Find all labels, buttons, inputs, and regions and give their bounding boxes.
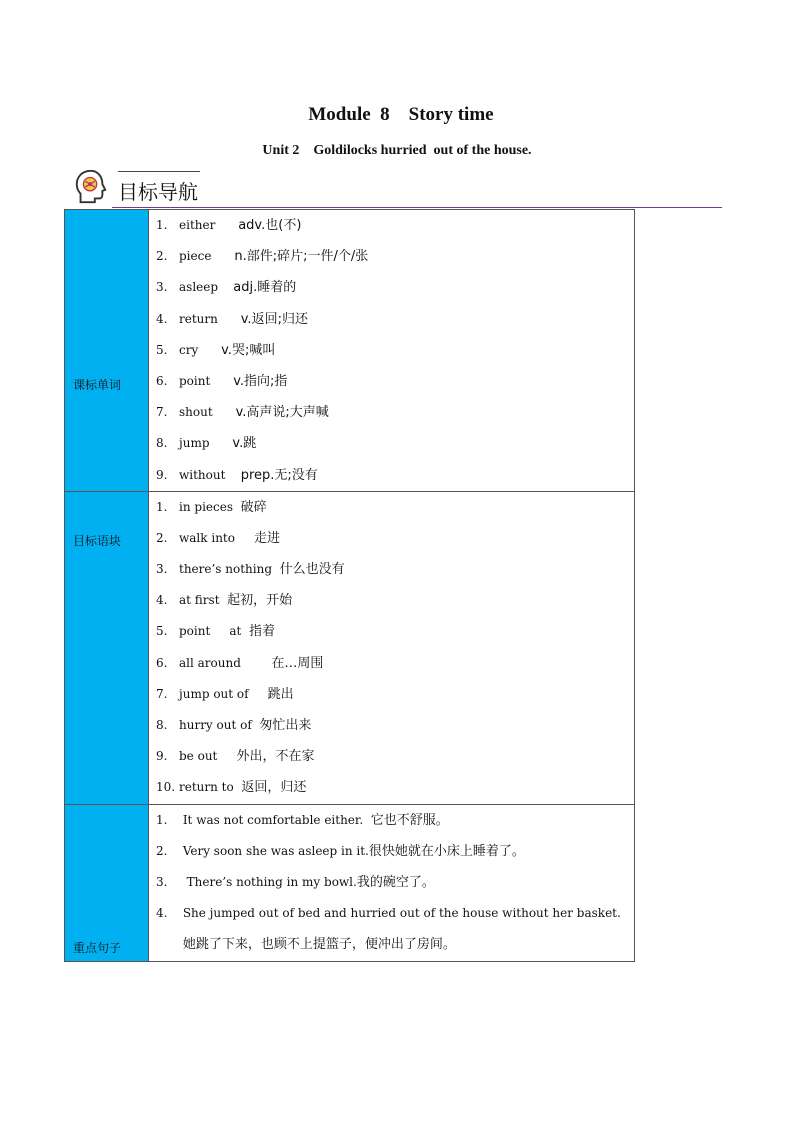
item-english: in pieces <box>179 499 241 514</box>
list-item <box>149 492 634 523</box>
item-english: cry <box>179 342 222 357</box>
item-chinese: adj.睡着的 <box>233 280 297 296</box>
list-item <box>149 836 634 867</box>
vocab-table <box>64 209 635 962</box>
item-english: return <box>179 311 241 326</box>
item-number: 4. <box>156 593 168 608</box>
item-chinese: 她跳了下来，也顾不上提篮子，便冲出了房间。 <box>182 937 456 953</box>
item-english: without <box>179 467 241 482</box>
item-chinese: 什么也没有 <box>279 562 345 578</box>
row-label-cell <box>65 805 149 961</box>
row-items <box>149 805 634 961</box>
list-item <box>149 648 634 679</box>
item-number: 3. <box>156 874 168 889</box>
item-number: 2. <box>156 843 168 858</box>
list-item <box>149 428 634 459</box>
item-number: 10. <box>156 780 176 795</box>
item-chinese: adv.也(不) <box>238 218 302 233</box>
item-english: walk into <box>179 530 255 545</box>
item-chinese: 起初，开始 <box>227 593 293 609</box>
row-label: 课标单词 <box>73 378 122 392</box>
list-item <box>149 585 634 616</box>
item-english: It was not comfortable either. <box>179 812 371 827</box>
item-english: there’s nothing <box>179 562 280 577</box>
item-number: 3. <box>156 562 168 577</box>
item-number: 9. <box>156 467 168 482</box>
item-chinese: n.部件;碎片;一件/个/张 <box>234 249 369 265</box>
brain-head-icon <box>72 168 110 206</box>
list-item <box>149 241 634 272</box>
item-chinese: 我的碗空了。 <box>356 874 435 890</box>
item-number: 9. <box>156 749 168 764</box>
item-chinese: 指着 <box>248 624 275 640</box>
item-chinese: 很快她就在小床上睡着了。 <box>368 843 525 859</box>
table-row <box>65 210 634 491</box>
item-chinese: v.跳 <box>232 436 257 452</box>
section-header <box>72 166 722 210</box>
list-item <box>149 304 634 335</box>
item-english: jump out of <box>179 686 268 701</box>
item-english: point <box>179 373 234 388</box>
list-item <box>149 679 634 710</box>
item-chinese: 它也不舒服。 <box>370 812 449 828</box>
item-number: 6. <box>156 373 168 388</box>
page-subtitle: Unit 2 Goldilocks hurried out of the house. <box>262 143 532 158</box>
item-chinese: v.哭;喊叫 <box>221 342 276 358</box>
item-english: either <box>179 218 239 232</box>
item-english: return to <box>179 780 242 795</box>
item-number: 3. <box>156 280 168 295</box>
item-number: 5. <box>156 342 168 357</box>
row-label: 重点句子 <box>73 940 122 955</box>
item-english: There’s nothing in my bowl. <box>179 874 357 889</box>
section-rule <box>112 207 722 208</box>
item-english: She jumped out of bed and hurried out of the house without her basket. <box>179 906 621 921</box>
item-number: 2. <box>156 249 168 264</box>
item-chinese: v.返回;归还 <box>240 311 308 327</box>
section-top-line <box>118 171 200 172</box>
item-number: 5. <box>156 624 168 639</box>
item-chinese: 跳出 <box>267 686 294 702</box>
item-chinese: 破碎 <box>240 499 267 515</box>
item-english: shout <box>179 405 236 420</box>
item-number: 1. <box>156 499 168 514</box>
item-chinese: 外出，不在家 <box>236 749 315 765</box>
row-label-cell <box>65 492 149 804</box>
item-number: 7. <box>156 405 168 420</box>
item-chinese: 走进 <box>254 530 281 546</box>
list-item <box>149 366 634 397</box>
table-row <box>65 491 634 804</box>
page-title: Module 8 Story time <box>308 104 494 125</box>
list-item <box>149 616 634 647</box>
list-item <box>149 460 634 491</box>
item-english: asleep <box>179 280 234 295</box>
row-label-cell <box>65 210 149 491</box>
section-title: 目标导航 <box>118 180 198 204</box>
list-item <box>149 867 634 898</box>
item-english: jump <box>179 436 233 451</box>
item-chinese: v.高声说;大声喊 <box>235 405 329 421</box>
item-english: at first <box>179 593 228 608</box>
item-number: 6. <box>156 655 168 670</box>
row-items <box>149 492 634 804</box>
row-label: 目标语块 <box>73 533 122 548</box>
item-chinese: prep.无;没有 <box>240 467 318 483</box>
item-english: all around <box>179 655 272 670</box>
item-english: be out <box>179 749 237 764</box>
item-number: 4. <box>156 311 168 326</box>
item-chinese: 匆忙出来 <box>259 718 312 733</box>
item-english: Very soon she was asleep in it. <box>179 843 369 858</box>
list-item <box>149 210 634 241</box>
list-item <box>149 272 634 303</box>
item-number: 2. <box>156 530 168 545</box>
list-item <box>149 397 634 428</box>
item-number: 8. <box>156 436 168 451</box>
list-item <box>149 554 634 585</box>
list-item <box>149 741 634 772</box>
list-item <box>149 805 634 836</box>
row-items <box>149 210 634 491</box>
list-item <box>149 772 634 803</box>
item-chinese: 在…周围 <box>271 655 324 671</box>
item-number: 8. <box>156 718 168 732</box>
item-english: piece <box>179 249 235 264</box>
item-number: 4. <box>156 906 168 921</box>
item-number: 1. <box>156 218 168 232</box>
item-chinese: v.指向;指 <box>233 373 288 389</box>
list-item <box>149 929 634 960</box>
item-english: hurry out of <box>179 718 260 732</box>
item-number: 7. <box>156 686 168 701</box>
list-item <box>149 335 634 366</box>
list-item <box>149 523 634 554</box>
list-item <box>149 710 634 741</box>
item-chinese: 返回，归还 <box>241 780 307 796</box>
item-number: 1. <box>156 812 168 827</box>
item-english: point at <box>179 624 249 639</box>
list-item <box>149 898 634 929</box>
table-row <box>65 804 634 961</box>
